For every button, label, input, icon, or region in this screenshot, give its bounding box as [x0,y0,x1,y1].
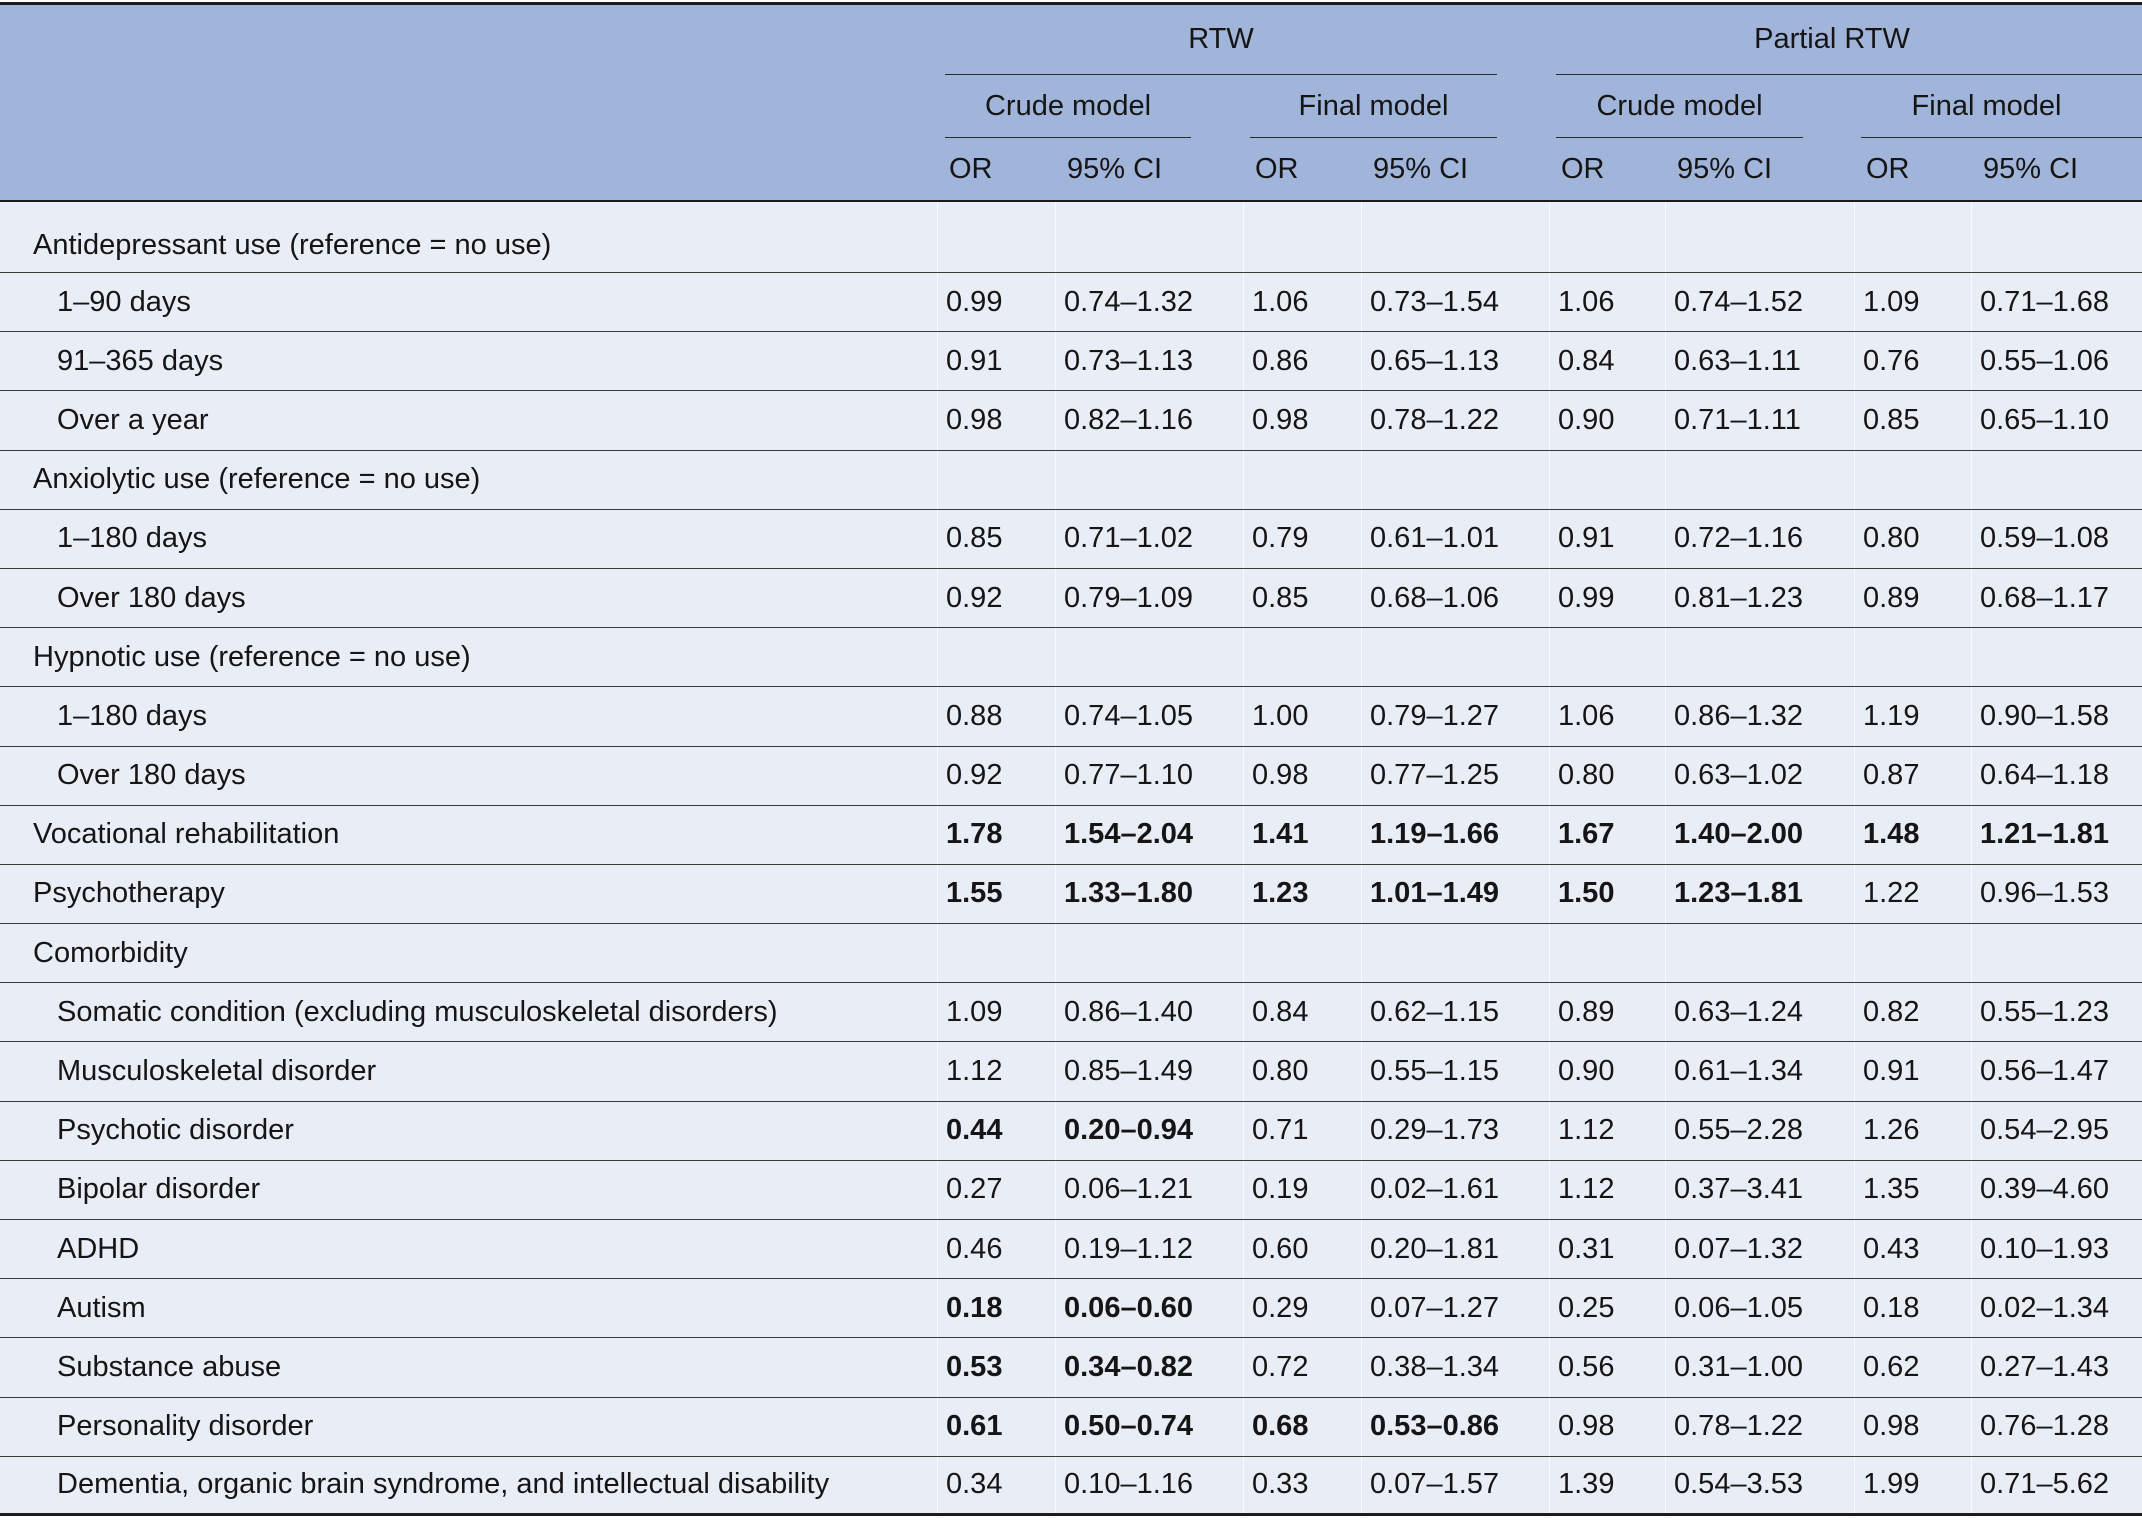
table-row [0,1457,2142,1516]
odds-ratio-cell: 1.12 [1549,1102,1665,1160]
odds-ratio-cell: 0.76 [1854,332,1971,390]
section-row [0,628,2142,687]
table-row [0,1042,2142,1101]
model-header-cell [1549,75,1854,138]
confidence-interval-cell: 0.06–1.21 [1055,1161,1243,1219]
confidence-interval-cell: 0.31–1.00 [1665,1338,1854,1396]
odds-ratio-cell: 0.60 [1243,1220,1361,1278]
odds-ratio-cell: 0.82 [1854,983,1971,1041]
confidence-interval-cell: 0.77–1.10 [1055,747,1243,805]
confidence-interval-cell: 0.53–0.86 [1361,1398,1549,1456]
odds-ratio-cell: 1.19 [1854,687,1971,745]
odds-ratio-cell: 1.00 [1243,687,1361,745]
empty-cell [1055,628,1243,686]
results-table [0,2,2142,1516]
row-label: 1–180 days [57,699,207,732]
section-label: Psychotherapy [33,877,225,910]
confidence-interval-cell: 0.74–1.32 [1055,273,1243,331]
odds-ratio-cell: 1.48 [1854,806,1971,864]
odds-ratio-cell: 0.80 [1854,510,1971,568]
section-label: Comorbidity [33,936,188,969]
model-header-cell [1854,75,2142,138]
empty-cell [1854,924,1971,982]
empty-cell [1665,202,1854,272]
confidence-interval-cell: 0.02–1.61 [1361,1161,1549,1219]
confidence-interval-cell: 0.78–1.22 [1361,391,1549,449]
odds-ratio-cell: 0.85 [1243,569,1361,627]
odds-ratio-cell: 0.72 [1243,1338,1361,1396]
empty-cell [1549,924,1665,982]
odds-ratio-cell: 0.89 [1549,983,1665,1041]
table-row [0,1338,2142,1397]
group-header-partial-rtw: Partial RTW [1556,5,2142,75]
odds-ratio-cell: 0.71 [1243,1102,1361,1160]
odds-ratio-cell: 0.31 [1549,1220,1665,1278]
odds-ratio-cell: 0.87 [1854,747,1971,805]
section-label: Antidepressant use (reference = no use) [33,228,552,261]
empty-cell [1971,628,2142,686]
confidence-interval-cell: 0.63–1.11 [1665,332,1854,390]
odds-ratio-cell: 1.67 [1549,806,1665,864]
empty-cell [1361,451,1549,509]
odds-ratio-cell: 0.68 [1243,1398,1361,1456]
row-label: Personality disorder [57,1410,314,1443]
confidence-interval-cell: 0.79–1.27 [1361,687,1549,745]
odds-ratio-cell: 1.09 [1854,273,1971,331]
odds-ratio-cell: 1.50 [1549,865,1665,923]
odds-ratio-cell: 0.91 [1549,510,1665,568]
table-row [0,687,2142,746]
empty-cell [937,202,1055,272]
odds-ratio-cell: 0.53 [937,1338,1055,1396]
table-row [0,1398,2142,1457]
row-label: Over a year [57,403,209,436]
confidence-interval-cell: 0.50–0.74 [1055,1398,1243,1456]
confidence-interval-cell: 0.79–1.09 [1055,569,1243,627]
odds-ratio-cell: 0.56 [1549,1338,1665,1396]
odds-ratio-cell: 0.98 [937,391,1055,449]
empty-cell [1854,451,1971,509]
confidence-interval-cell: 0.06–0.60 [1055,1279,1243,1337]
odds-ratio-cell: 0.34 [937,1457,1055,1513]
confidence-interval-cell: 0.71–1.68 [1971,273,2142,331]
confidence-interval-cell: 0.71–5.62 [1971,1457,2142,1513]
confidence-interval-cell: 0.86–1.32 [1665,687,1854,745]
confidence-interval-cell: 0.37–3.41 [1665,1161,1854,1219]
confidence-interval-cell: 0.86–1.40 [1055,983,1243,1041]
stat-header-or: OR [1255,152,1299,185]
odds-ratio-cell: 0.90 [1549,391,1665,449]
odds-ratio-cell: 0.98 [1243,747,1361,805]
odds-ratio-cell: 0.80 [1549,747,1665,805]
model-header-rtw-crude: Crude model [945,75,1191,138]
confidence-interval-cell: 0.56–1.47 [1971,1042,2142,1100]
empty-cell [1243,202,1361,272]
confidence-interval-cell: 1.01–1.49 [1361,865,1549,923]
section-label: Anxiolytic use (reference = no use) [33,463,481,496]
odds-ratio-cell: 1.12 [937,1042,1055,1100]
header-empty-cell [0,75,937,138]
row-label: Bipolar disorder [57,1173,261,1206]
odds-ratio-cell: 0.85 [1854,391,1971,449]
row-label: 91–365 days [57,344,224,377]
confidence-interval-cell: 0.96–1.53 [1971,865,2142,923]
section-row [0,924,2142,983]
stat-header-or: OR [949,152,993,185]
header-empty-cell [0,138,937,200]
odds-ratio-cell: 0.33 [1243,1457,1361,1513]
odds-ratio-cell: 1.22 [1854,865,1971,923]
empty-cell [937,924,1055,982]
odds-ratio-cell: 1.09 [937,983,1055,1041]
confidence-interval-cell: 0.02–1.34 [1971,1279,2142,1337]
table-row [0,391,2142,450]
row-label: Over 180 days [57,581,246,614]
confidence-interval-cell: 0.07–1.32 [1665,1220,1854,1278]
empty-cell [1055,451,1243,509]
confidence-interval-cell: 0.39–4.60 [1971,1161,2142,1219]
odds-ratio-cell: 1.99 [1854,1457,1971,1513]
confidence-interval-cell: 1.54–2.04 [1055,806,1243,864]
odds-ratio-cell: 0.90 [1549,1042,1665,1100]
confidence-interval-cell: 0.07–1.57 [1361,1457,1549,1513]
odds-ratio-cell: 0.88 [937,687,1055,745]
model-header-rtw-final: Final model [1250,75,1497,138]
stat-header-ci: 95% CI [1983,152,2079,185]
empty-cell [1665,451,1854,509]
confidence-interval-cell: 0.90–1.58 [1971,687,2142,745]
odds-ratio-cell: 0.62 [1854,1338,1971,1396]
odds-ratio-cell: 0.18 [1854,1279,1971,1337]
confidence-interval-cell: 0.34–0.82 [1055,1338,1243,1396]
row-label: Somatic condition (excluding musculoskeletal disorders) [57,995,778,1028]
confidence-interval-cell: 0.29–1.73 [1361,1102,1549,1160]
odds-ratio-cell: 0.99 [937,273,1055,331]
section-label: Hypnotic use (reference = no use) [33,640,471,673]
confidence-interval-cell: 0.74–1.52 [1665,273,1854,331]
header-empty-cell [0,5,937,75]
confidence-interval-cell: 0.63–1.24 [1665,983,1854,1041]
confidence-interval-cell: 0.73–1.13 [1055,332,1243,390]
table-row [0,1279,2142,1338]
table-row [0,983,2142,1042]
odds-ratio-cell: 0.98 [1243,391,1361,449]
odds-ratio-cell: 1.06 [1549,273,1665,331]
confidence-interval-cell: 0.71–1.02 [1055,510,1243,568]
odds-ratio-cell: 1.23 [1243,865,1361,923]
odds-ratio-cell: 1.39 [1549,1457,1665,1513]
model-header-partial-crude: Crude model [1556,75,1803,138]
confidence-interval-cell: 0.55–1.06 [1971,332,2142,390]
empty-cell [1854,628,1971,686]
odds-ratio-cell: 1.06 [1549,687,1665,745]
confidence-interval-cell: 0.74–1.05 [1055,687,1243,745]
stat-header-ci: 95% CI [1373,152,1469,185]
confidence-interval-cell: 0.65–1.13 [1361,332,1549,390]
confidence-interval-cell: 0.55–1.15 [1361,1042,1549,1100]
header-row-stats [0,138,2142,200]
confidence-interval-cell: 0.61–1.01 [1361,510,1549,568]
odds-ratio-cell: 0.89 [1854,569,1971,627]
confidence-interval-cell: 0.10–1.16 [1055,1457,1243,1513]
odds-ratio-cell: 1.55 [937,865,1055,923]
header-row-outcomes [0,5,2142,75]
table-row [0,1161,2142,1220]
confidence-interval-cell: 0.78–1.22 [1665,1398,1854,1456]
odds-ratio-cell: 0.43 [1854,1220,1971,1278]
odds-ratio-cell: 0.44 [937,1102,1055,1160]
empty-cell [1971,202,2142,272]
confidence-interval-cell: 0.68–1.17 [1971,569,2142,627]
odds-ratio-cell: 0.18 [937,1279,1055,1337]
table-row [0,747,2142,806]
empty-cell [1243,451,1361,509]
table-row [0,806,2142,865]
table-header [0,2,2142,202]
confidence-interval-cell: 0.55–1.23 [1971,983,2142,1041]
confidence-interval-cell: 1.23–1.81 [1665,865,1854,923]
row-label: 1–90 days [57,285,191,318]
row-label: 1–180 days [57,522,207,555]
odds-ratio-cell: 0.19 [1243,1161,1361,1219]
confidence-interval-cell: 0.54–2.95 [1971,1102,2142,1160]
confidence-interval-cell: 0.71–1.11 [1665,391,1854,449]
confidence-interval-cell: 0.38–1.34 [1361,1338,1549,1396]
confidence-interval-cell: 0.10–1.93 [1971,1220,2142,1278]
odds-ratio-cell: 0.98 [1549,1398,1665,1456]
odds-ratio-cell: 1.12 [1549,1161,1665,1219]
odds-ratio-cell: 0.91 [937,332,1055,390]
odds-ratio-cell: 0.84 [1243,983,1361,1041]
odds-ratio-cell: 0.29 [1243,1279,1361,1337]
confidence-interval-cell: 1.33–1.80 [1055,865,1243,923]
empty-cell [1243,628,1361,686]
confidence-interval-cell: 0.81–1.23 [1665,569,1854,627]
section-row [0,451,2142,510]
odds-ratio-cell: 0.84 [1549,332,1665,390]
confidence-interval-cell: 0.64–1.18 [1971,747,2142,805]
confidence-interval-cell: 0.85–1.49 [1055,1042,1243,1100]
confidence-interval-cell: 0.27–1.43 [1971,1338,2142,1396]
stat-header-or: OR [1561,152,1605,185]
row-label: Autism [57,1291,146,1324]
confidence-interval-cell: 0.62–1.15 [1361,983,1549,1041]
odds-ratio-cell: 0.91 [1854,1042,1971,1100]
confidence-interval-cell: 0.73–1.54 [1361,273,1549,331]
table-row [0,1220,2142,1279]
odds-ratio-cell: 1.41 [1243,806,1361,864]
confidence-interval-cell: 1.40–2.00 [1665,806,1854,864]
table-body [0,202,2142,1516]
empty-cell [1665,924,1854,982]
row-label: ADHD [57,1232,140,1265]
odds-ratio-cell: 0.86 [1243,332,1361,390]
empty-cell [1243,924,1361,982]
odds-ratio-cell: 0.27 [937,1161,1055,1219]
empty-cell [1971,451,2142,509]
row-label: Musculoskeletal disorder [57,1055,377,1088]
table-row [0,569,2142,628]
confidence-interval-cell: 0.55–2.28 [1665,1102,1854,1160]
empty-cell [1854,202,1971,272]
empty-cell [1665,628,1854,686]
odds-ratio-cell: 0.80 [1243,1042,1361,1100]
stat-header-ci: 95% CI [1067,152,1163,185]
table-row [0,273,2142,332]
empty-cell [1055,202,1243,272]
empty-cell [1549,451,1665,509]
empty-cell [937,628,1055,686]
odds-ratio-cell: 0.25 [1549,1279,1665,1337]
odds-ratio-cell: 0.46 [937,1220,1055,1278]
odds-ratio-cell: 0.92 [937,569,1055,627]
group-header-rtw: RTW [945,5,1497,75]
odds-ratio-cell: 0.98 [1854,1398,1971,1456]
section-row [0,202,2142,273]
section-label: Vocational rehabilitation [33,818,340,851]
confidence-interval-cell: 0.82–1.16 [1055,391,1243,449]
confidence-interval-cell: 0.19–1.12 [1055,1220,1243,1278]
model-header-cell [1243,75,1549,138]
confidence-interval-cell: 0.07–1.27 [1361,1279,1549,1337]
confidence-interval-cell: 0.68–1.06 [1361,569,1549,627]
empty-cell [1361,924,1549,982]
odds-ratio-cell: 0.61 [937,1398,1055,1456]
empty-cell [1971,924,2142,982]
odds-ratio-cell: 0.99 [1549,569,1665,627]
table-row [0,1102,2142,1161]
stat-header-or: OR [1866,152,1910,185]
table-row [0,332,2142,391]
odds-ratio-cell: 1.26 [1854,1102,1971,1160]
confidence-interval-cell: 1.19–1.66 [1361,806,1549,864]
confidence-interval-cell: 0.20–1.81 [1361,1220,1549,1278]
row-label: Dementia, organic brain syndrome, and intellectual disability [57,1468,830,1501]
odds-ratio-cell: 1.06 [1243,273,1361,331]
confidence-interval-cell: 0.76–1.28 [1971,1398,2142,1456]
odds-ratio-cell: 1.78 [937,806,1055,864]
odds-ratio-cell: 0.85 [937,510,1055,568]
table-row [0,865,2142,924]
model-header-partial-final: Final model [1861,75,2142,138]
confidence-interval-cell: 0.61–1.34 [1665,1042,1854,1100]
odds-ratio-cell: 0.79 [1243,510,1361,568]
confidence-interval-cell: 0.54–3.53 [1665,1457,1854,1513]
stat-header-ci: 95% CI [1677,152,1773,185]
empty-cell [1361,202,1549,272]
group-header-partial-rtw-cell [1549,5,2142,75]
confidence-interval-cell: 0.20–0.94 [1055,1102,1243,1160]
confidence-interval-cell: 0.72–1.16 [1665,510,1854,568]
row-label: Substance abuse [57,1350,282,1383]
empty-cell [1055,924,1243,982]
empty-cell [1549,628,1665,686]
row-label: Over 180 days [57,759,246,792]
confidence-interval-cell: 0.06–1.05 [1665,1279,1854,1337]
confidence-interval-cell: 0.59–1.08 [1971,510,2142,568]
model-header-cell [937,75,1243,138]
empty-cell [1549,202,1665,272]
row-label: Psychotic disorder [57,1114,294,1147]
confidence-interval-cell: 1.21–1.81 [1971,806,2142,864]
confidence-interval-cell: 0.65–1.10 [1971,391,2142,449]
confidence-interval-cell: 0.77–1.25 [1361,747,1549,805]
odds-ratio-cell: 0.92 [937,747,1055,805]
header-row-models [0,75,2142,138]
odds-ratio-cell: 1.35 [1854,1161,1971,1219]
group-header-rtw-cell [937,5,1549,75]
confidence-interval-cell: 0.63–1.02 [1665,747,1854,805]
empty-cell [937,451,1055,509]
table-row [0,510,2142,569]
empty-cell [1361,628,1549,686]
